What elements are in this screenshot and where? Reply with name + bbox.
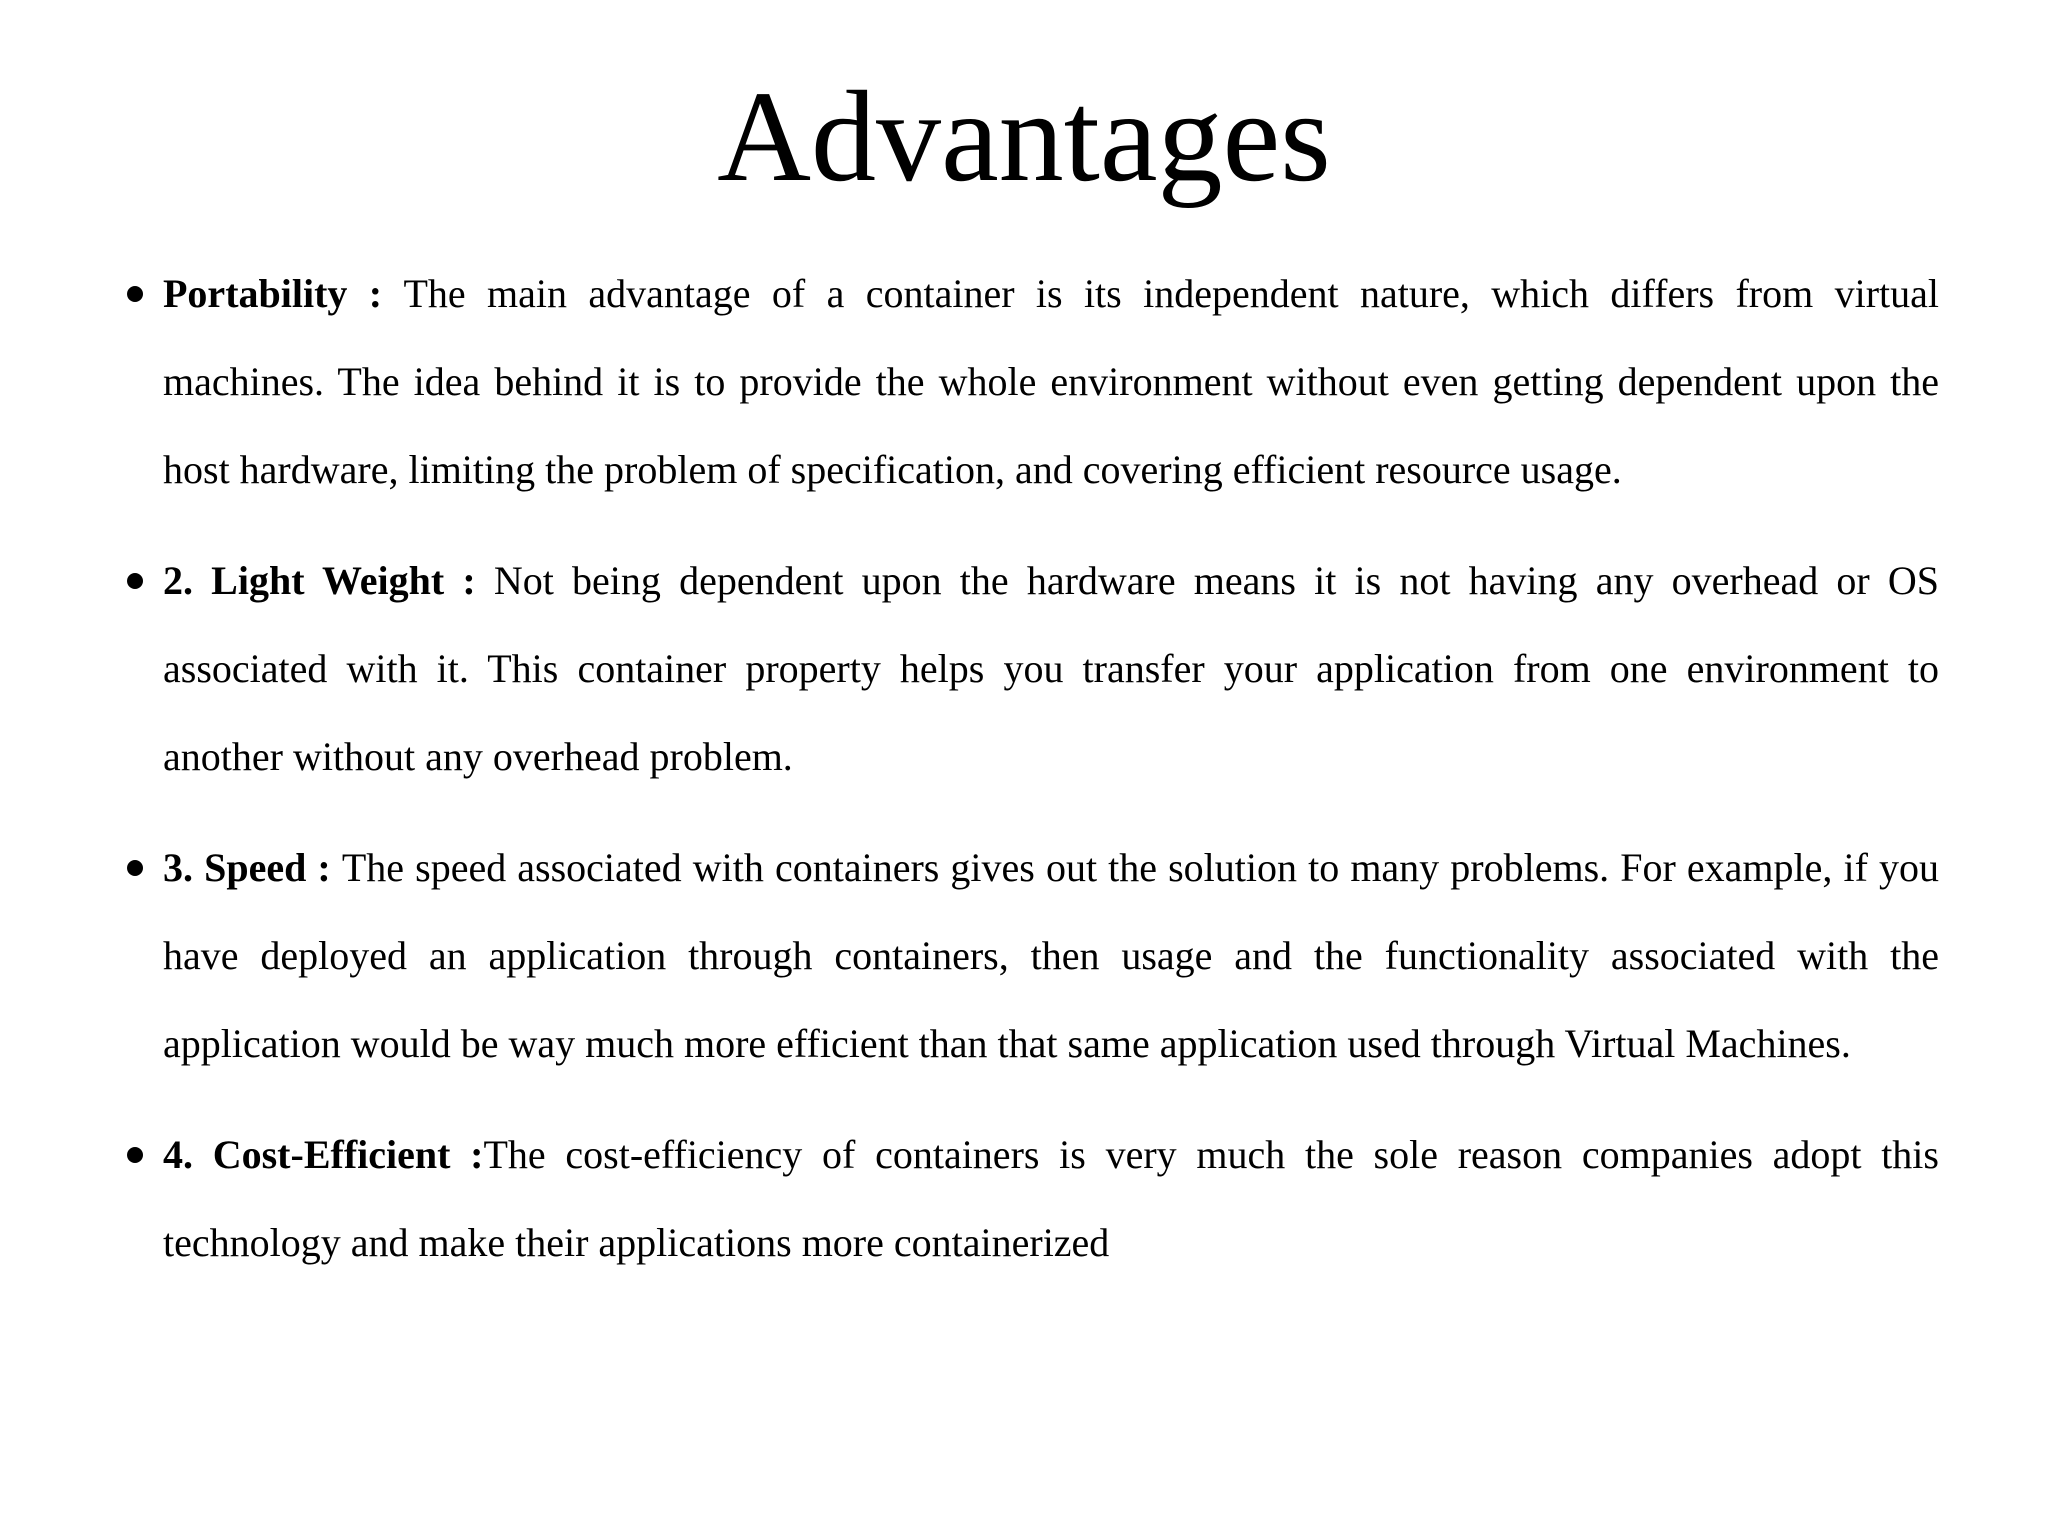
bullet-heading: Portability :	[163, 271, 404, 316]
bullet-dot-icon	[127, 286, 143, 302]
bullet-dot-icon	[127, 860, 143, 876]
bullet-text: The cost-efficiency of containers is very much the sole reason companies adopt this technology and make their applications more containerized	[163, 1132, 1939, 1265]
bullet-text: The speed associated with containers gives out the solution to many problems. For example, if you have deployed an application through containers, then usage and the functionality associated with the application would be way much more efficient than that same application used through Virtual Machines.	[163, 845, 1939, 1066]
bullet-heading: 3. Speed :	[163, 845, 342, 890]
bullet-light-weight	[124, 537, 1939, 801]
bullet-heading: 2. Light Weight :	[163, 558, 494, 603]
bullet-cost-efficient	[124, 1111, 1939, 1287]
bullet-portability	[124, 250, 1939, 514]
bullet-dot-icon	[127, 573, 143, 589]
bullet-list	[124, 250, 1939, 1310]
bullet-speed	[124, 824, 1939, 1088]
bullet-text: Not being dependent upon the hardware means it is not having any overhead or OS associated with it. This container property helps you transfer your application from one environment to another without any overhead problem.	[163, 558, 1940, 779]
bullet-dot-icon	[127, 1147, 143, 1163]
bullet-text: The main advantage of a container is its independent nature, which differs from virtual machines. The idea behind it is to provide the whole environment without even getting dependent upon the host hardware, limiting the problem of specification, and covering efficient resource usage.	[163, 271, 1939, 492]
bullet-heading: 4. Cost-Efficient :	[163, 1132, 484, 1177]
slide-title: Advantages	[717, 65, 1331, 209]
